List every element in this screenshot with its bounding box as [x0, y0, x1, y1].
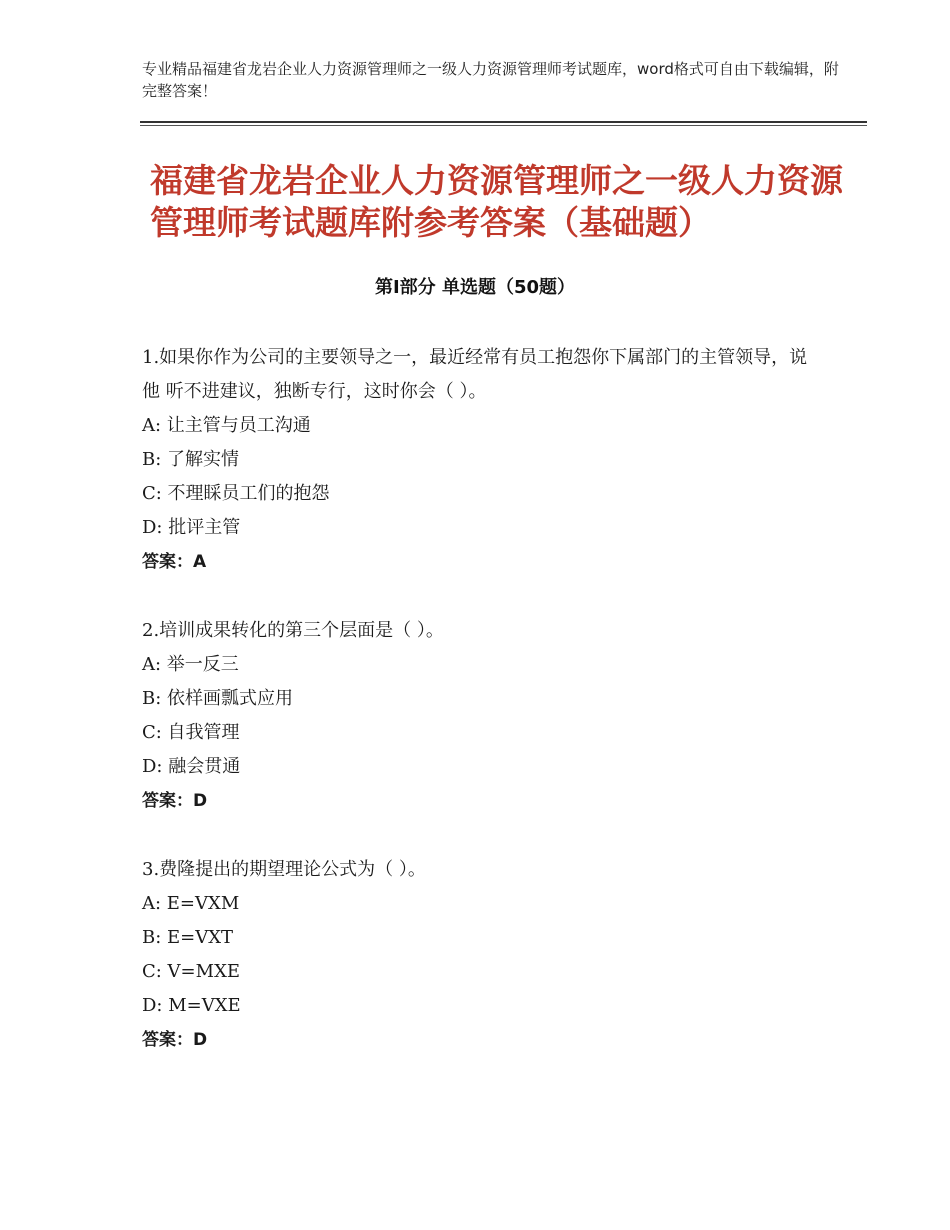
question-option-a: A: 举一反三: [142, 654, 239, 675]
question-answer: 答案：A: [142, 552, 207, 572]
question-option-b: B: 依样画瓢式应用: [142, 688, 294, 709]
question-option-b: B: E=VXT: [142, 927, 234, 948]
question-3: [142, 853, 822, 1057]
question-option-c: C: V=MXE: [142, 961, 241, 982]
question-stem: 3.费隆提出的期望理论公式为（ ）。: [142, 859, 426, 880]
question-option-c: C: 不理睬员工们的抱怨: [142, 483, 330, 504]
question-1: [142, 341, 822, 579]
question-option-b: B: 了解实情: [142, 449, 240, 470]
question-option-a: A: 让主管与员工沟通: [142, 415, 311, 436]
question-option-a: A: E=VXM: [142, 893, 240, 914]
header-rule-thick: [140, 121, 867, 123]
question-option-d: D: 批评主管: [142, 517, 241, 538]
question-stem: 1.如果你作为公司的主要领导之一，最近经常有员工抱怨你下属部门的主管领导，说他 听不进建议，独断专行，这时你会（ ）。: [142, 347, 808, 402]
question-option-d: D: M=VXE: [142, 995, 241, 1016]
header-note: 专业精品福建省龙岩企业人力资源管理师之一级人力资源管理师考试题库，word格式可自由下载编辑，附完整答案！: [142, 60, 839, 100]
question-answer: 答案：D: [142, 791, 208, 811]
header-rule-thin: [140, 125, 867, 126]
section-heading: 第Ⅰ部分 单选题（50题）: [374, 277, 575, 298]
question-option-d: D: 融会贯通: [142, 756, 241, 777]
question-stem: 2.培训成果转化的第三个层面是（ ）。: [142, 620, 444, 641]
question-2: [142, 614, 822, 818]
document-title: 福建省龙岩企业人力资源管理师之一级人力资源管理师考试题库附参考答案（基础题）: [150, 161, 843, 242]
question-answer: 答案：D: [142, 1030, 208, 1050]
question-option-c: C: 自我管理: [142, 722, 240, 743]
